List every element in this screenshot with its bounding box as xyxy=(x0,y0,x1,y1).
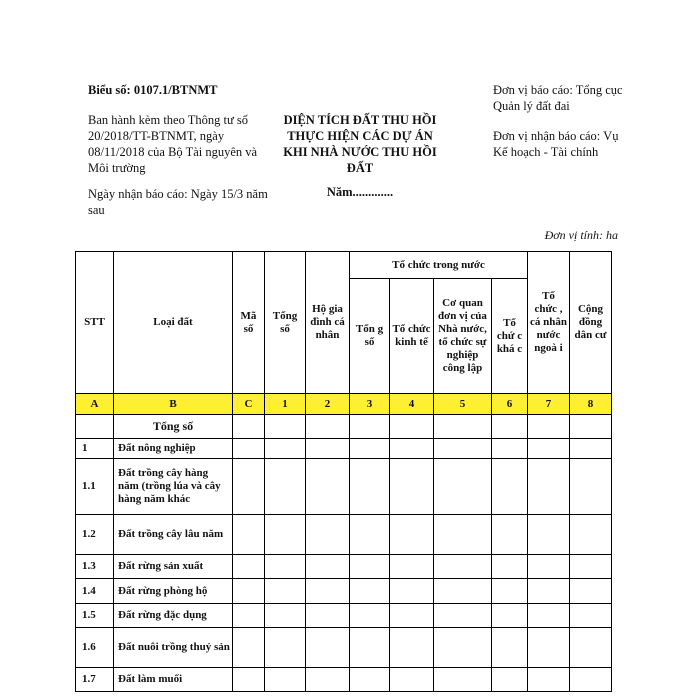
report-table xyxy=(75,251,612,692)
row-stt: 1.6 xyxy=(76,628,114,668)
row-stt: 1.3 xyxy=(76,555,114,579)
table-row xyxy=(76,555,612,579)
table-row xyxy=(76,515,612,555)
header-center xyxy=(275,112,445,200)
table-row xyxy=(76,459,612,515)
row-land-type: Đất rừng đặc dụng xyxy=(114,604,233,628)
table-row xyxy=(76,604,612,628)
code-cell: 4 xyxy=(390,394,434,415)
header-state-agency: Cơ quan đơn vị của Nhà nước, tổ chức sự nghiệp công lập xyxy=(434,279,492,394)
header-code: Mã số xyxy=(233,252,265,394)
receiving-unit: Đơn vị nhận báo cáo: Vụ Kế hoạch - Tài chính xyxy=(493,129,619,159)
code-cell: 3 xyxy=(350,394,390,415)
column-code-row xyxy=(76,394,612,415)
unit-of-measure: Đơn vị tính: ha xyxy=(544,228,618,242)
receive-date-text: Ngày nhận báo cáo: Ngày 15/3 năm sau xyxy=(88,187,268,217)
header-foreign: Tổ chức , cá nhân nước ngoà i xyxy=(528,252,570,394)
table-row xyxy=(76,579,612,604)
code-cell: 2 xyxy=(306,394,350,415)
row-land-type: Đất nông nghiệp xyxy=(114,439,233,459)
header-household: Hộ gia đình cá nhân xyxy=(306,252,350,394)
header-community: Cộng đồng dân cư xyxy=(570,252,612,394)
header-economic-org: Tổ chức kinh tế xyxy=(390,279,434,394)
table-row xyxy=(76,668,612,692)
form-number: Biểu số: 0107.1/BTNMT xyxy=(88,83,218,97)
code-cell: 8 xyxy=(570,394,612,415)
code-cell: B xyxy=(114,394,233,415)
code-cell: 1 xyxy=(265,394,306,415)
header-other-org: Tổ chứ c khá c xyxy=(492,279,528,394)
issued-with-text: Ban hành kèm theo Thông tư số 20/2018/TT-BTNMT, ngày 08/11/2018 của Bộ Tài nguyên và Môi trường xyxy=(88,113,258,175)
table-row xyxy=(76,439,612,459)
header-left xyxy=(88,82,278,228)
code-cell: A xyxy=(76,394,114,415)
table-row xyxy=(76,628,612,668)
header-domestic-org: Tổ chức trong nước xyxy=(350,252,528,279)
code-cell: 7 xyxy=(528,394,570,415)
report-title: DIỆN TÍCH ĐẤT THU HỒI THỰC HIỆN CÁC DỰ ÁN KHI NHÀ NƯỚC THU HỒI ĐẤT xyxy=(283,113,437,175)
row-stt: 1.5 xyxy=(76,604,114,628)
row-stt: 1.1 xyxy=(76,459,114,515)
row-stt: 1.2 xyxy=(76,515,114,555)
row-stt: 1.7 xyxy=(76,668,114,692)
code-cell: 5 xyxy=(434,394,492,415)
code-cell: C xyxy=(233,394,265,415)
row-land-type: Đất trồng cây lâu năm xyxy=(114,515,233,555)
header-land-type: Loại đất xyxy=(114,252,233,394)
row-stt: 1 xyxy=(76,439,114,459)
row-land-type: Đất nuôi trồng thuỷ sản xyxy=(114,628,233,668)
header-domestic-total: Tổn g số xyxy=(350,279,390,394)
reporting-unit: Đơn vị báo cáo: Tổng cục Quản lý đất đai xyxy=(493,83,623,113)
report-year: Năm............. xyxy=(326,185,394,199)
header-stt: STT xyxy=(76,252,114,394)
total-label: Tổng số xyxy=(114,415,233,439)
table-row-total xyxy=(76,415,612,439)
row-land-type: Đất rừng sản xuất xyxy=(114,555,233,579)
row-land-type: Đất rừng phòng hộ xyxy=(114,579,233,604)
header-total: Tổng số xyxy=(265,252,306,394)
row-land-type: Đất làm muối xyxy=(114,668,233,692)
header-right xyxy=(493,82,633,174)
code-cell: 6 xyxy=(492,394,528,415)
row-land-type: Đất trồng cây hàng năm (trồng lúa và cây hàng năm khác xyxy=(114,459,233,515)
row-stt: 1.4 xyxy=(76,579,114,604)
